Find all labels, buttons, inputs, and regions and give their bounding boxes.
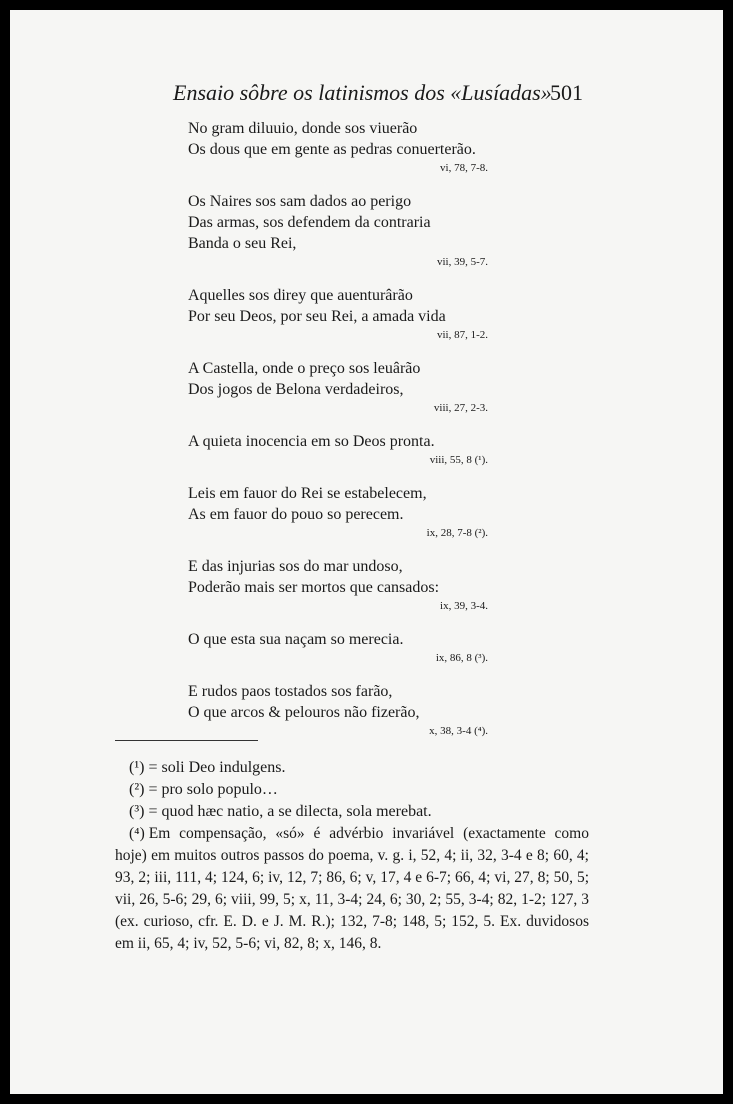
verse-reference: vii, 39, 5-7. [436,256,488,268]
footnote-marker: (²) [129,781,145,798]
verse-quotation [188,191,488,270]
footnote [115,801,589,823]
page-number: 501 [550,80,583,105]
footnote [115,779,589,801]
verse-reference: ix, 28, 7-8 (²). [426,527,488,539]
footnote-text: = soli Deo indulgens. [148,759,286,776]
page-header [10,80,723,110]
verse-reference: viii, 55, 8 (¹). [429,454,488,466]
verse-reference: ix, 39, 3-4. [440,600,488,612]
verse-line: As em fauor do pouo so perecem. [188,506,404,523]
verse-quotation [188,483,488,541]
verse-line: Poderão mais ser mortos que cansados: [188,579,440,596]
verse-reference: x, 38, 3-4 (⁴). [429,725,488,737]
verse-line: Dos jogos de Belona verdadeiros, [188,381,404,398]
verse-quotation [188,358,488,416]
footnote [115,757,589,779]
footnote [115,823,589,955]
verse-line: O que arcos & pelouros não fizerão, [188,704,420,721]
verse-quotation [188,681,488,739]
verse-line: No gram diluuio, donde sos viuerão [188,120,418,137]
verse-quotation [188,556,488,614]
verse-reference: vi, 78, 7-8. [440,162,488,174]
footnote-marker: (⁴) [129,825,145,842]
footnote-marker: (¹) [129,759,145,776]
footnote-marker: (³) [129,803,145,820]
verse-reference: ix, 86, 8 (³). [435,652,488,664]
verse-quotation [188,285,488,343]
verse-quotation [188,629,488,666]
verse-line: Os dous que em gente as pedras conuerterão. [188,141,476,158]
verse-line: Das armas, sos defendem da contraria [188,214,431,231]
running-title: Ensaio sôbre os latinismos dos «Lusíadas» [173,80,552,105]
verse-line: Banda o seu Rei, [188,235,297,252]
verse-line: Por seu Deos, por seu Rei, a amada vida [188,308,446,325]
footnote-text: = quod hæc natio, a se dilecta, sola merebat. [148,803,432,820]
verse-line: Os Naires sos sam dados ao perigo [188,193,412,210]
verse-line: A quieta inocencia em so Deos pronta. [188,433,435,450]
verse-quotation [188,431,488,468]
verse-quotation [188,118,488,176]
book-page [10,10,723,1094]
verse-line: E rudos paos tostados sos farão, [188,683,393,700]
verse-line: A Castella, onde o preço sos leuârão [188,360,421,377]
verse-line: Aquelles sos direy que auenturârão [188,287,413,304]
footnote-text: Em compensação, «só» é advérbio invariável (exactamente como hoje) em muitos outros passos do poema, v. g. i, 52, 4; ii, 32, 3-4 e 8; 60, 4; 93, 2; iii, 111, 4; 124, 6; iv, 12, 7; 86, 6; v, 17, 4 e 6-7; 66, 4; vi, 27, 8; 50, 5; vii, 26, 5-6; 29, 6; viii, 99, 5; x, 11, 3-4; 24, 6; 30, 2; 55, 3-4; 82, 1-2; 127, 3 (ex. curioso, cfr. E. D. e J. M. R.); 132, 7-8; 148, 5; 152, 5. Ex. duvidosos em ii, 65, 4; iv, 52, 5-6; vi, 82, 8; x, 146, 8. [115,825,589,952]
verse-line: O que esta sua naçam so merecia. [188,631,404,648]
footnotes [115,757,589,955]
verse-line: E das injurias sos do mar undoso, [188,558,403,575]
verse-reference: viii, 27, 2-3. [433,402,488,414]
footnote-text: = pro solo populo… [148,781,278,798]
quotation-block [188,118,488,754]
verse-reference: vii, 87, 1-2. [436,329,488,341]
verse-line: Leis em fauor do Rei se estabelecem, [188,485,427,502]
footnote-rule [115,740,258,741]
